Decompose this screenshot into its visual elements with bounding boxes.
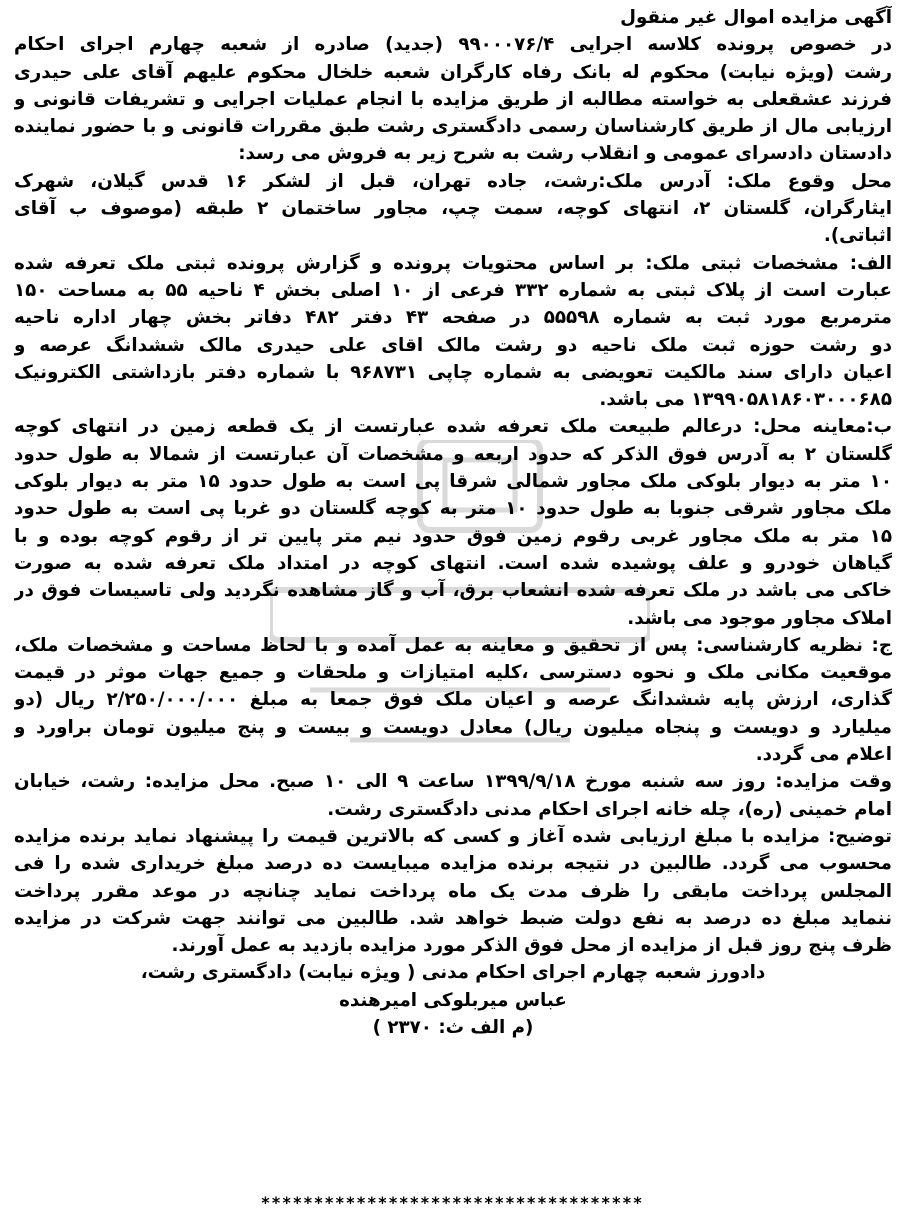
notice-line: محسوب می گردد. طالبین در نتیجه برنده مزایده میبایست ده درصد مبلغ خریداری شده را فی: [14, 853, 892, 875]
notice-line: گذاری، ارزش پایه ششدانگ عرصه و اعیان ملک فوق جمعا به مبلغ ۲/۲۵۰/۰۰۰/۰۰۰ ریال (دو: [14, 689, 892, 711]
notice-line: اعیان دارای سند مالکیت تعویضی به شماره چاپی ۹۶۸۷۳۱ با شماره دفتر بازداشتی الکترونیک: [14, 361, 892, 383]
notice-line: ۱۵ متر به ملک مجاور غربی رقوم زمین فوق حدود نیم متر پایین تر از رقوم کوچه بوده و با: [14, 525, 892, 547]
notice-line: ب:معاینه محل: درعالم طبیعت ملک تعرفه شده عبارتست از یک قطعه زمین در انتهای کوچه: [14, 416, 892, 438]
notice-line: توضیح: مزایده با مبلغ ارزیابی شده آغاز و کسی که بالاترین قیمت را پیشنهاد نماید برنده مزایده: [14, 825, 892, 847]
notice-line: ارزیابی مال از طریق کارشناسان رسمی دادگستری رشت طبق مقررات قانونی و با حضور نماینده: [14, 116, 892, 138]
notice-line: المجلس پرداخت مابقی را ظرف مدت یک ماه پرداخت نماید چنانچه در موعد مقرر پرداخت: [14, 880, 892, 902]
notice-line: اثباتی).: [823, 225, 892, 247]
notice-line: دو رشت حوزه ثبت ملک ناحیه دو رشت مالک اقای علی حیدری مالک ششدانگ عرصه و: [14, 334, 892, 356]
notice-line: وقت مزایده: روز سه شنبه مورخ ۱۳۹۹/۹/۱۸ ساعت ۹ الی ۱۰ صبح. محل مزایده: رشت، خیابان: [14, 771, 892, 793]
notice-line: ملک مجاور شرقی جنوبا به طول حدود ۱۰ متر به کوچه گلستان دو غربا پی است به طول حدود: [14, 498, 892, 520]
notice-line: امام خمینی (ره)، چله خانه اجرای احکام مدنی دادگستری رشت.: [327, 798, 892, 820]
notice-line: مترمربع مورد ثبت به شماره ۵۵۵۹۸ در صفحه ۴۳ دفتر ۴۸۲ دفاتر بخش چهار اداره ناحیه: [14, 307, 892, 329]
notice-line: املاک مجاور موجود می باشد.: [627, 607, 892, 629]
notice-line: ۱۳۹۹۰۵۸۱۸۶۰۳۰۰۰۶۸۵ می باشد.: [599, 389, 892, 411]
signature-name: عباس میربلوکی امیرهنده: [339, 989, 567, 1011]
signature-line: دادورز شعبه چهارم اجرای احکام مدنی ( ویژه نیابت) دادگستری رشت،: [140, 962, 766, 984]
notice-title: آگهی مزایده اموال غیر منقول: [620, 7, 892, 28]
notice-line: دادستان دادسرای عمومی و انقلاب رشت به شرح زیر به فروش می رسد:: [238, 143, 892, 165]
notice-line: عبارت است از پلاک ثبتی به شماره ۳۳۲ فرعی از ۱۰ اصلی بخش ۴ ناحیه ۵۵ به مساحت ۱۵۰: [14, 279, 892, 301]
notice-line: خاکی می باشد در ملک تعرفه شده انشعاب برق، آب و گاز مشاهده نگردید ولی تاسیسات فوق در: [14, 580, 892, 602]
footer-stars: ************************************: [260, 1193, 644, 1212]
notice-line: موقعیت مکانی ملک و نحوه دسترسی ،کلیه امتیازات و ملحقات و جمیع جهات موثر در قیمت: [14, 662, 892, 684]
notice-line: گیاهان خودرو و علف پوشیده شده است. انتهای کوچه در امتداد ملک تعرفه شده به صورت: [14, 552, 892, 574]
notice-line: در خصوص پرونده کلاسه اجرایی ۹۹۰۰۰۷۶/۴ (جدید) صادره از شعبه چهارم اجرای احکام: [14, 34, 892, 56]
notice-line: فرزند عشقعلی به خواسته مطالبه از طریق مزایده با انجام عملیات اجرایی و تشریفات قانونی و: [14, 88, 892, 110]
notice-line: محل وقوع ملک: آدرس ملک:رشت، جاده تهران، قبل از لشکر ۱۶ قدس گیلان، شهرک: [14, 170, 892, 192]
notice-line: الف: مشخصات ثبتی ملک: بر اساس محتویات پرونده و گزارش پرونده ثبتی ملک تعرفه شده: [14, 252, 892, 274]
notice-line: ۱۰ متر به دیوار بلوکی ملک مجاور شمالی شرقا پی است به طول حدود ۱۵ متر به دیوار بلوکی: [14, 471, 892, 493]
notice-line: ج: نظریه کارشناسی: پس از تحقیق و معاینه به عمل آمده و با لحاظ مساحت و مشخصات ملک،: [14, 634, 892, 656]
notice-line: رشت (ویژه نیابت) محکوم له بانک رفاه کارگران شعبه خلخال محکوم علیهم آقای علی حیدری: [14, 61, 892, 83]
signature-code: (م الف ث: ۲۳۷۰ ): [372, 1016, 534, 1038]
notice-line: گلستان ۲ به آدرس فوق الذکر که حدود اربعه و مشخصات آن عبارتست از شمالا به طول حدود: [14, 443, 892, 465]
notice-line: میلیارد و دویست و پنجاه میلیون ریال) معادل دویست و بیست و پنج میلیون تومان براورد و: [14, 716, 892, 738]
auction-notice: [14, 4, 892, 1041]
notice-line: ننماید مبلغ ده درصد به نفع دولت ضبط خواهد شد. طالبین می توانند جهت شرکت در مزایده: [14, 907, 892, 929]
notice-line: ظرف پنج روز قبل از مزایده از محل فوق الذکر مورد مزایده بازدید به عمل آورند.: [171, 935, 892, 957]
notice-line: اعلام می گردد.: [755, 744, 892, 766]
notice-line: ایثارگران، گلستان ۲، انتهای کوچه، سمت چپ، مجاور ساختمان ۲ طبقه (موصوف ب آقای: [14, 198, 892, 220]
